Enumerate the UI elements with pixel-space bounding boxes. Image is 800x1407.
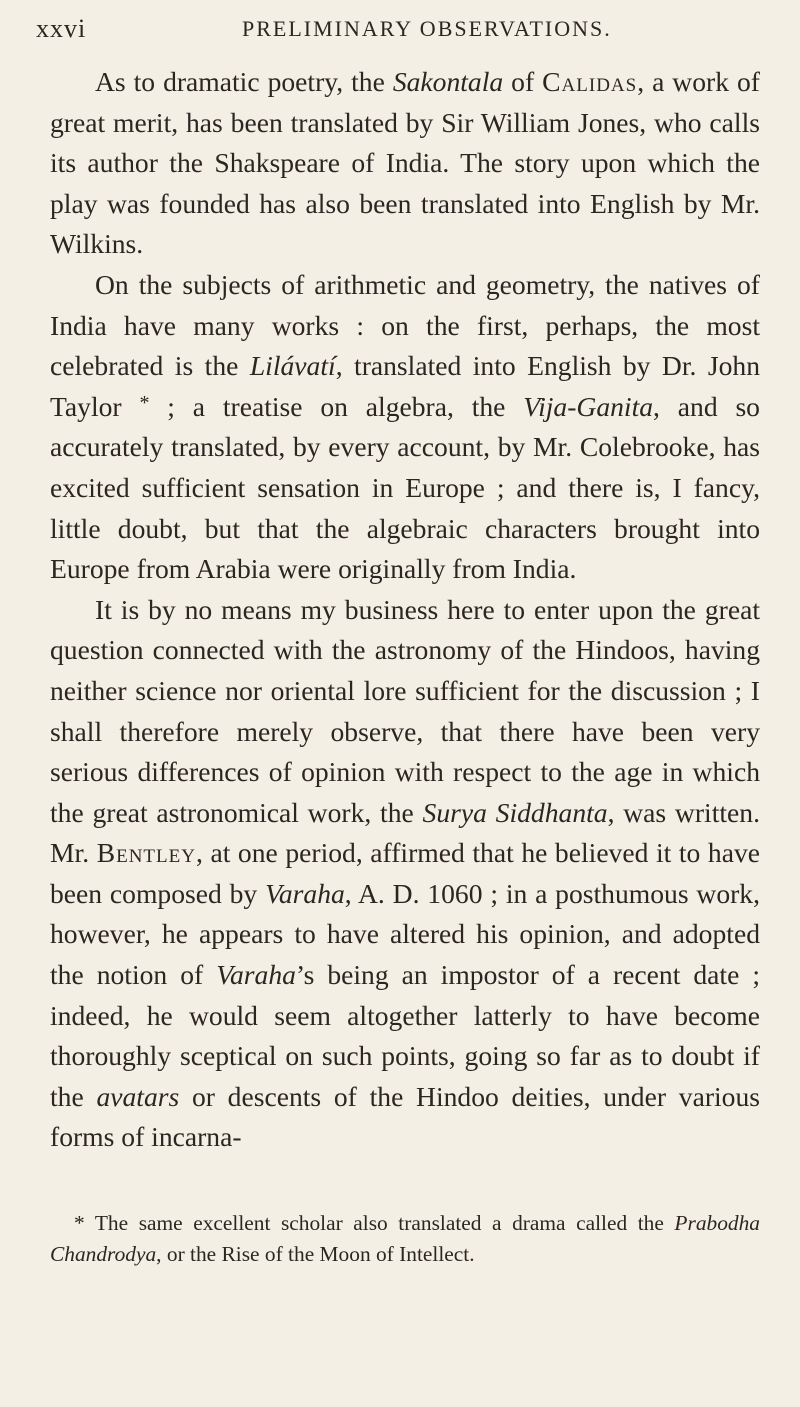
text-run: , translated into English by Dr. John Taylor <box>50 350 760 422</box>
work-title: Surya Siddhanta <box>422 796 608 828</box>
page-number: xxvi <box>36 14 87 43</box>
text-run: ’s being an impostor of a recent date ; indeed, he would seem altogether latterly to have become thoroughly sceptical on such points, going so far as to doubt if the <box>50 959 760 1112</box>
text-run: , a work of great merit, has been translated by Sir William Jones, who calls its author the Shakspeare of India. The story upon which the play was founded has also been translated into English by Mr. Wilkins. <box>50 66 760 260</box>
text-run: As to dramatic poetry, the <box>95 66 393 97</box>
text-run: of <box>503 66 543 97</box>
text-run: or descents of the Hindoo deities, under various forms of incarna- <box>50 1080 761 1153</box>
term: avatars <box>96 1080 180 1112</box>
running-title: PRELIMINARY OBSERVATIONS. <box>242 16 612 41</box>
paragraph <box>50 62 760 265</box>
paragraph <box>50 590 760 1158</box>
footnote-marker: * <box>139 391 150 414</box>
author-name: Bentley <box>96 837 196 869</box>
work-title: Lilávatí <box>249 350 336 382</box>
text-run: , A. D. 1060 ; in a posthumous work, however, he appears to have altered his opinion, and adopted the notion of <box>50 877 761 991</box>
body-text <box>50 62 760 1158</box>
paragraph <box>50 265 760 590</box>
person-name: Varaha <box>216 959 296 991</box>
text-run: , and so accurately translated, by every account, by Mr. Colebrooke, has excited sufficient sensation in Europe ; and there is, I fancy, little doubt, but that the algebraic characters brought into Europe from Arabia were originally from India. <box>50 390 760 585</box>
text-run: * The same excellent scholar also translated a drama called the <box>74 1211 675 1235</box>
text-run: , or the Rise of the Moon of Intellect. <box>156 1242 475 1266</box>
running-head <box>36 14 771 50</box>
text-run: It is by no means my business here to enter upon the great question connected with the astronomy of the Hindoos, having neither science nor oriental lore sufficient for the discussion ; I shall therefore merely observe, that there have been very serious differences of opinion with respect to the age in which the great astronomical work, the <box>50 593 760 828</box>
work-title: Prabodha Chandrodya <box>50 1211 760 1266</box>
text-run: , at one period, affirmed that he believed it to have been composed by <box>50 837 761 909</box>
footnote-text <box>50 1208 760 1270</box>
work-title: Vija-Ganita <box>523 390 654 422</box>
text-run: On the subjects of arithmetic and geometry, the natives of India have many works : on the first, perhaps, the most celebrated is the <box>50 268 760 382</box>
text-run: , was written. Mr. <box>50 796 760 869</box>
work-title: Sakontala <box>392 66 504 97</box>
author-name: Calidas <box>542 66 638 97</box>
footnote <box>50 1208 760 1270</box>
text-run: ; a treatise on algebra, the <box>149 390 524 422</box>
person-name: Varaha <box>265 877 345 909</box>
